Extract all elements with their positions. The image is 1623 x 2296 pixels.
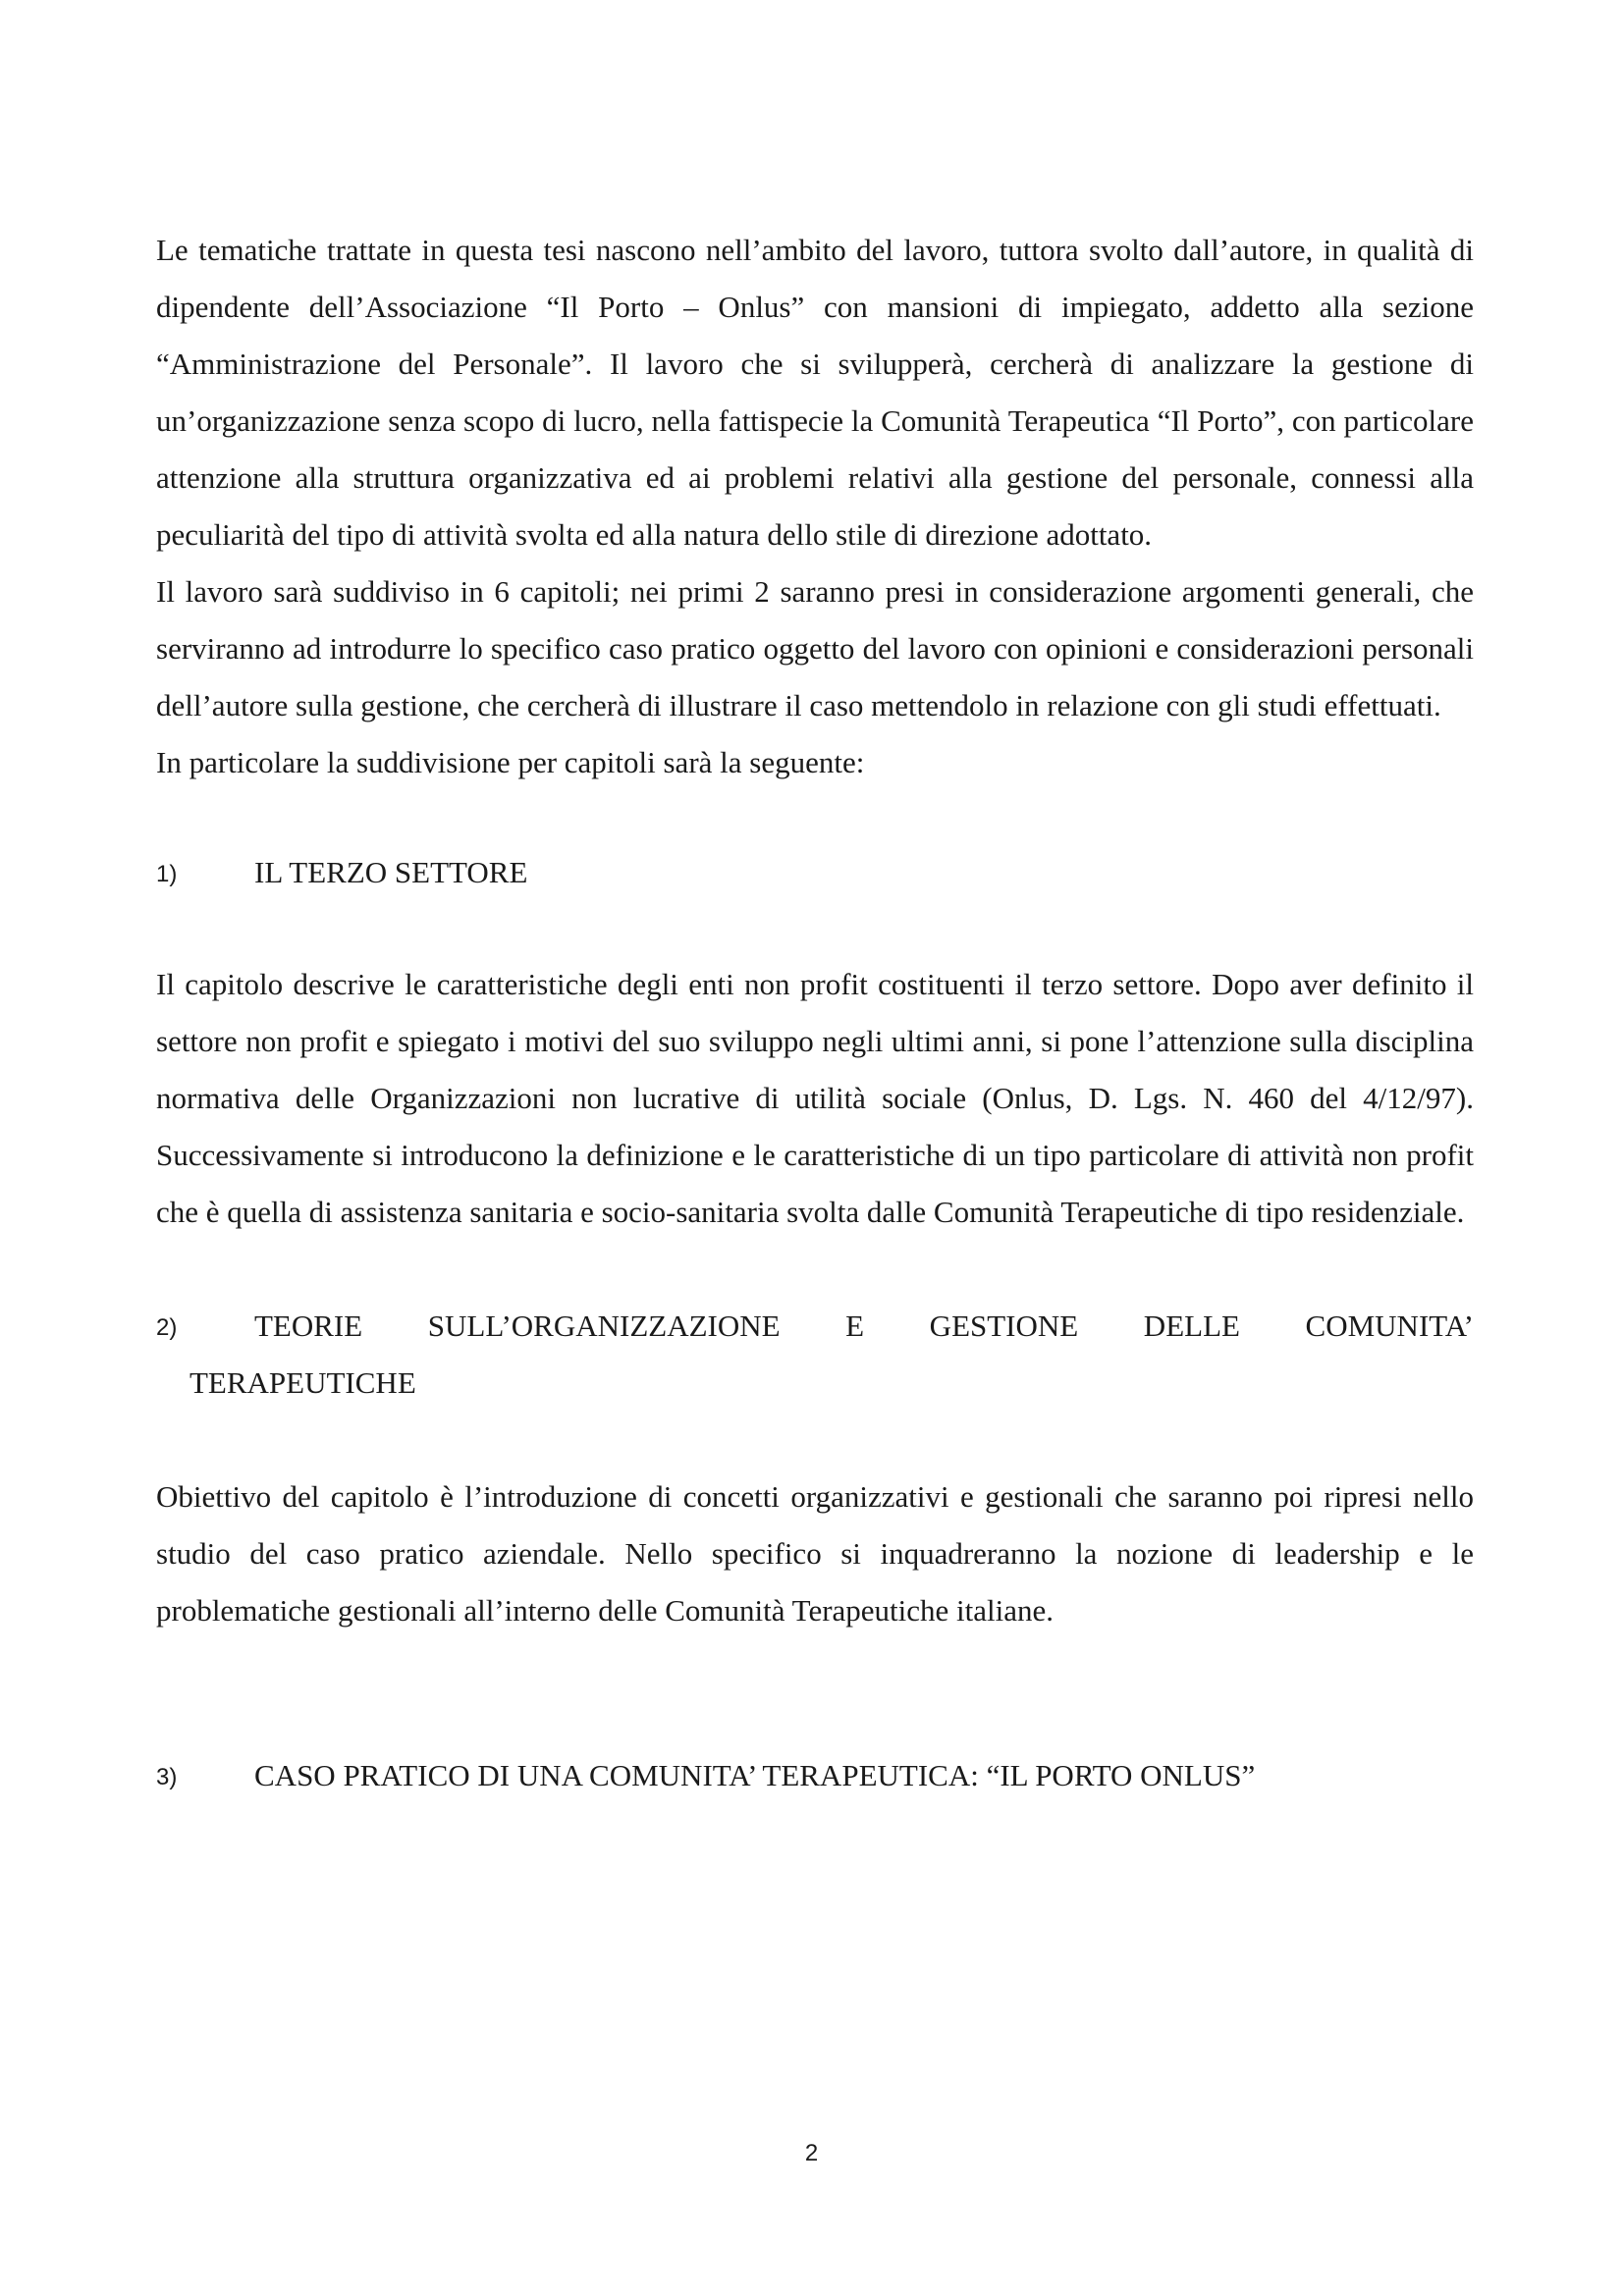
chapter-2-title: TEORIE SULL’ORGANIZZAZIONE E GESTIONE DELLE COMUNITA’ [254,1308,1474,1343]
chapter-1-description: Il capitolo descrive le caratteristiche degli enti non profit costituenti il terzo settore. Dopo aver definito il settore non profit e spiegato i motivi del suo sviluppo negli ultimi anni, si pone l’attenzione sulla disciplina normativa delle Organizzazioni non lucrative di utilità sociale (Onlus, D. Lgs. N. 460 del 4/12/97). Successivamente si introducono la definizione e le caratteristiche di un tipo particolare di attività non profit che è quella di assistenza sanitaria e socio-sanitaria svolta dalle Comunità Terapeutiche di tipo residenziale. [156,967,1474,1229]
chapter-1-heading [156,844,1474,901]
chapter-2-number: 2) [156,1314,178,1341]
chapter-3-title: CASO PRATICO DI UNA COMUNITA’ TERAPEUTICA: “IL PORTO ONLUS” [254,1758,1256,1792]
chapter-1-title: IL TERZO SETTORE [254,855,528,889]
chapter-2-description: Obiettivo del capitolo è l’introduzione di concetti organizzativi e gestionali che saranno poi ripresi nello studio del caso pratico aziendale. Nello specifico si inquadreranno la nozione di leadership e le problematiche gestionali all’interno delle Comunità Terapeutiche italiane. [156,1479,1474,1628]
intro-paragraph-1: Le tematiche trattate in questa tesi nascono nell’ambito del lavoro, tuttora svolto dall’autore, in qualità di dipendente dell’Associazione “Il Porto – Onlus” con mansioni di impiegato, addetto alla sezione “Amministrazione del Personale”. Il lavoro che si svilupperà, cercherà di analizzare la gestione di un’organizzazione senza scopo di lucro, nella fattispecie la Comunità Terapeutica “Il Porto”, con particolare attenzione alla struttura organizzativa ed ai problemi relativi alla gestione del personale, connessi alla peculiarità del tipo di attività svolta ed alla natura dello stile di direzione adottato. [156,233,1474,552]
chapter-3-heading [156,1747,1474,1804]
chapter-2-heading [156,1298,1474,1412]
page-body [156,222,1474,1804]
intro-paragraph-2: Il lavoro sarà suddiviso in 6 capitoli; nei primi 2 saranno presi in considerazione argomenti generali, che serviranno ad introdurre lo specifico caso pratico oggetto del lavoro con opinioni e considerazioni personali dell’autore sulla gestione, che cercherà di illustrare il caso mettendolo in relazione con gli studi effettuati. [156,574,1474,722]
page-number: 2 [804,2140,819,2166]
chapter-3-number: 3) [156,1764,178,1790]
intro-paragraph-3: In particolare la suddivisione per capitoli sarà la seguente: [156,745,865,779]
chapter-1-number: 1) [156,861,178,887]
chapter-2-title-continuation: TERAPEUTICHE [189,1365,416,1400]
